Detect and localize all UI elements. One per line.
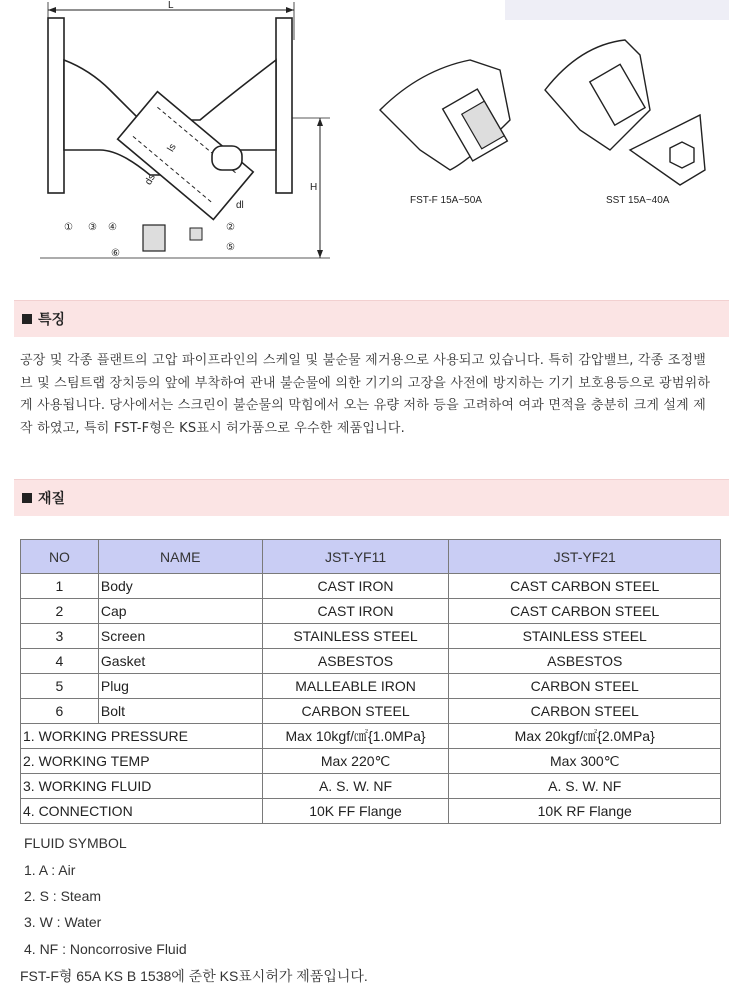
part-yf11: ASBESTOS [262, 649, 449, 674]
column-header-yf21: JST-YF21 [449, 540, 721, 574]
features-section-bar [14, 300, 729, 337]
part-no: 5 [21, 674, 99, 699]
part-no: 3 [21, 624, 99, 649]
callout-5: ⑤ [226, 242, 235, 253]
spec-yf11: Max 10kgf/㎠{1.0MPa} [262, 724, 449, 749]
part-yf21: CARBON STEEL [449, 699, 721, 724]
material-section-bar [14, 479, 729, 516]
caption-sst: SST 15A~40A [606, 195, 670, 206]
spec-label: 3. WORKING FLUID [21, 774, 263, 799]
part-yf11: CARBON STEEL [262, 699, 449, 724]
spec-yf21: A. S. W. NF [449, 774, 721, 799]
fluid-symbol-title: FLUID SYMBOL [24, 835, 127, 851]
part-no: 1 [21, 574, 99, 599]
spec-yf21: Max 20kgf/㎠{2.0MPa} [449, 724, 721, 749]
part-no: 6 [21, 699, 99, 724]
part-yf21: CARBON STEEL [449, 674, 721, 699]
callout-6: ⑥ [111, 248, 120, 259]
column-header-no: NO [21, 540, 99, 574]
dim-ls-label: ls [165, 142, 179, 154]
part-name: Cap [98, 599, 262, 624]
spec-yf11: A. S. W. NF [262, 774, 449, 799]
table-row [21, 574, 721, 599]
spec-yf21: 10K RF Flange [449, 799, 721, 824]
part-name: Plug [98, 674, 262, 699]
part-yf11: MALLEABLE IRON [262, 674, 449, 699]
spec-yf11: Max 220℃ [262, 749, 449, 774]
spec-yf11: 10K FF Flange [262, 799, 449, 824]
table-row [21, 649, 721, 674]
material-table [20, 539, 721, 824]
callout-2: ② [226, 222, 235, 233]
features-paragraph: 공장 및 각종 플랜트의 고압 파이프라인의 스케일 및 불순물 제거용으로 사용되고 있습니다. 특히 감압밸브, 각종 조정밸브 및 스팀트랩 장치등의 앞에 부착하여 관내 불순물에 의한 기기의 고장을 사전에 방지하는 기기 보호용등으로 광범위하게 사용됩니다. 당사에서는 스크린이 불순물의 막힘에서 오는 유량 저하 등을 고려하여 여과 면적을 충분히 크게 설계 제작 하였고, 특히 FST-F형은 KS표시 허가품으로 우수한 제품입니다. [20, 353, 711, 436]
part-name: Body [98, 574, 262, 599]
part-name: Gasket [98, 649, 262, 674]
spec-label: 2. WORKING TEMP [21, 749, 263, 774]
part-yf21: ASBESTOS [449, 649, 721, 674]
part-no: 4 [21, 649, 99, 674]
table-row [21, 699, 721, 724]
table-row [21, 674, 721, 699]
fluid-symbol-item: 1. A : Air [24, 862, 76, 878]
callout-1: ① [64, 222, 73, 233]
material-heading: 재질 [38, 491, 66, 507]
part-yf21: CAST CARBON STEEL [449, 599, 721, 624]
fst-detail [380, 60, 510, 170]
callout-3: ③ [88, 222, 97, 233]
spec-yf21: Max 300℃ [449, 749, 721, 774]
fluid-symbol-item: 3. W : Water [24, 914, 102, 930]
part-yf11: CAST IRON [262, 574, 449, 599]
table-row [21, 624, 721, 649]
part-no: 2 [21, 599, 99, 624]
square-bullet-icon [22, 493, 32, 503]
spec-row [21, 749, 721, 774]
part-yf11: CAST IRON [262, 599, 449, 624]
table-header-row [21, 540, 721, 574]
column-header-yf11: JST-YF11 [262, 540, 449, 574]
part-yf11: STAINLESS STEEL [262, 624, 449, 649]
fluid-symbol-item: 4. NF : Noncorrosive Fluid [24, 941, 187, 957]
sst-detail [545, 40, 705, 185]
strainer-diagram [0, 0, 729, 290]
dim-height-label: H [310, 182, 318, 193]
spec-row [21, 799, 721, 824]
part-yf21: CAST CARBON STEEL [449, 574, 721, 599]
spec-row [21, 724, 721, 749]
part-name: Screen [98, 624, 262, 649]
part-yf21: STAINLESS STEEL [449, 624, 721, 649]
table-row [21, 599, 721, 624]
strainer-drawing [0, 0, 729, 290]
spec-label: 4. CONNECTION [21, 799, 263, 824]
dim-dl-label: dl [236, 200, 244, 211]
part-name: Bolt [98, 699, 262, 724]
column-header-name: NAME [98, 540, 262, 574]
fluid-symbol-item: 2. S : Steam [24, 888, 102, 904]
features-heading: 특징 [38, 312, 66, 328]
caption-fst: FST-F 15A~50A [410, 195, 482, 206]
spec-row [21, 774, 721, 799]
spec-label: 1. WORKING PRESSURE [21, 724, 263, 749]
square-bullet-icon [22, 314, 32, 324]
dim-length-label: L [168, 0, 174, 11]
callout-4: ④ [108, 222, 117, 233]
dim-ds-label: ds [143, 172, 158, 187]
ks-note: FST-F형 65A KS B 1538에 준한 KS표시허가 제품입니다. [20, 968, 368, 984]
